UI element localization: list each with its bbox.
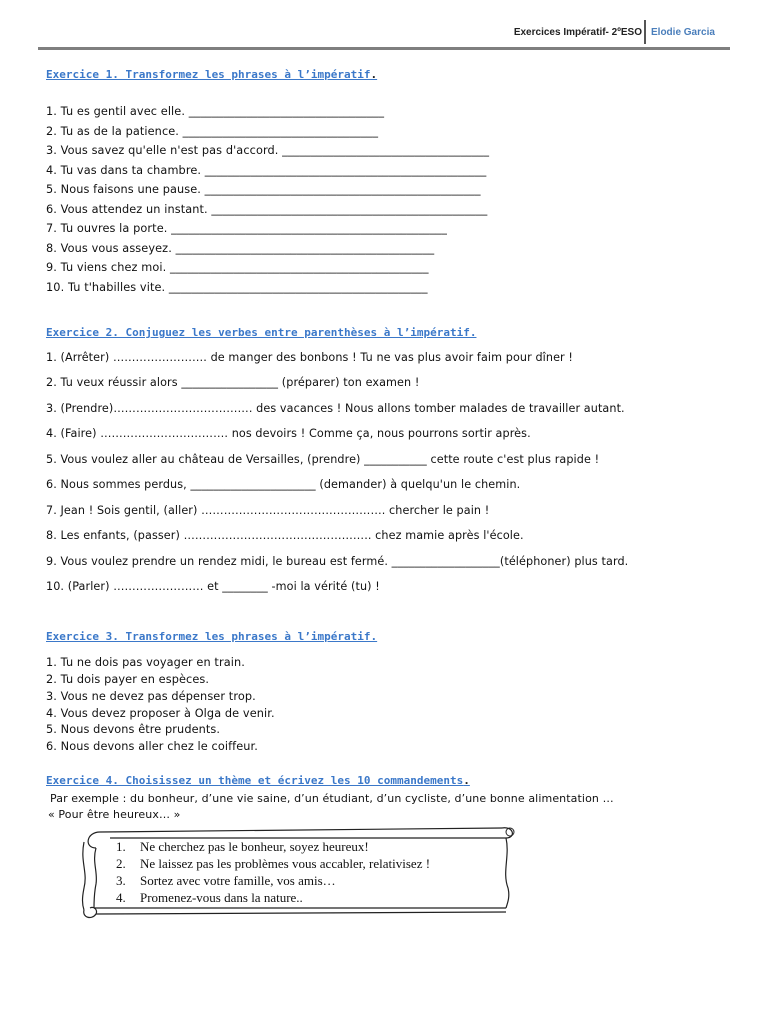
header-divider — [644, 20, 646, 44]
ex2-item: 4. (Faire) ……………………………. nos devoirs ! Comme ça, nous pourrons sortir après. — [46, 427, 531, 440]
exercise-4-title — [46, 774, 470, 787]
exercise-4-title-text: Exercice 4. Choisissez un thème et écrivez les 10 commandements — [46, 774, 464, 787]
ex1-item: 4. Tu vas dans ta chambre. _________________________________________________ — [46, 164, 487, 177]
exercise-1-title-suffix: . — [370, 68, 378, 81]
ex4-example: Par exemple : du bonheur, d’une vie saine, d’un étudiant, d’un cycliste, d’une bonne alimentation … — [50, 792, 614, 805]
ex3-item: 5. Nous devons être prudents. — [46, 723, 221, 736]
header-title: Exercices Impératif- 2ºESO — [513, 27, 642, 38]
ex3-item: 6. Nous devons aller chez le coiffeur. — [46, 740, 258, 753]
ex1-item: 9. Tu viens chez moi. _____________________________________________ — [46, 261, 429, 274]
ex1-item: 8. Vous vous asseyez. _____________________________________________ — [46, 242, 435, 255]
ex2-item: 1. (Arrêter) ……………………. de manger des bonbons ! Tu ne vas plus avoir faim pour dîner ! — [46, 351, 573, 364]
ex1-item: 5. Nous faisons une pause. ________________________________________________ — [46, 183, 481, 196]
exercise-1-title — [46, 68, 377, 81]
scroll-item-text: Ne cherchez pas le bonheur, soyez heureux! — [140, 839, 369, 854]
scroll-list — [116, 838, 430, 906]
exercise-1-title-text: Exercice 1. Transformez les phrases à l’impératif — [46, 68, 371, 81]
scroll-item-number: 4. — [116, 890, 126, 905]
ex2-item: 6. Nous sommes perdus, ______________________ (demander) à quelqu'un le chemin. — [46, 478, 521, 491]
ex1-item: 2. Tu as de la patience. __________________________________ — [46, 125, 379, 138]
ex4-quote: « Pour être heureux… » — [48, 808, 181, 821]
ex1-item: 1. Tu es gentil avec elle. __________________________________ — [46, 105, 385, 118]
scroll-item-text: Promenez-vous dans la nature.. — [140, 890, 303, 905]
scroll-item-number: 2. — [116, 856, 126, 871]
ex2-item: 5. Vous voulez aller au château de Versailles, (prendre) ___________ cette route c'est plus rapide ! — [46, 453, 600, 466]
ex2-item: 3. (Prendre)………………………………. des vacances ! Nous allons tomber malades de travailler autant. — [46, 402, 625, 415]
scroll-item-number: 3. — [116, 873, 126, 888]
scroll-item-text: Ne laissez pas les problèmes vous accabler, relativisez ! — [140, 856, 431, 871]
ex1-item: 10. Tu t'habilles vite. _____________________________________________ — [46, 281, 428, 294]
header-rule — [38, 47, 730, 50]
exercise-2-title: Exercice 2. Conjuguez les verbes entre parenthèses à l’impératif. — [46, 326, 477, 339]
ex2-item: 10. (Parler) …………………… et ________ -moi la vérité (tu) ! — [46, 580, 380, 593]
header-author: Elodie Garcia — [651, 27, 715, 38]
ex1-item: 7. Tu ouvres la porte. ________________________________________________ — [46, 222, 448, 235]
ex3-item: 4. Vous devez proposer à Olga de venir. — [46, 707, 275, 720]
ex2-item: 2. Tu veux réussir alors _________________ (préparer) ton examen ! — [46, 376, 420, 389]
ex1-item: 6. Vous attendez un instant. ________________________________________________ — [46, 203, 488, 216]
ex2-item: 8. Les enfants, (passer) ………………………………………….. chez mamie après l'école. — [46, 529, 524, 542]
ex3-item: 1. Tu ne dois pas voyager en train. — [46, 656, 245, 669]
ex2-item: 9. Vous voulez prendre un rendez midi, le bureau est fermé. ___________________(téléphoner) plus tard. — [46, 555, 629, 568]
scroll-item-number: 1. — [116, 839, 126, 854]
ex1-item: 3. Vous savez qu'elle n'est pas d'accord. ____________________________________ — [46, 144, 490, 157]
scroll-item-text: Sortez avec votre famille, vos amis… — [140, 873, 336, 888]
scroll-item — [116, 838, 430, 855]
ex3-item: 2. Tu dois payer en espèces. — [46, 673, 210, 686]
scroll-item — [116, 855, 430, 872]
exercise-3-title: Exercice 3. Transformez les phrases à l’impératif. — [46, 630, 378, 643]
ex2-item: 7. Jean ! Sois gentil, (aller) …………………………………………. chercher le pain ! — [46, 504, 490, 517]
page-header — [0, 20, 768, 46]
scroll-item — [116, 889, 430, 906]
scroll-item — [116, 872, 430, 889]
ex3-item: 3. Vous ne devez pas dépenser trop. — [46, 690, 256, 703]
exercise-4-title-suffix: . — [463, 774, 470, 787]
